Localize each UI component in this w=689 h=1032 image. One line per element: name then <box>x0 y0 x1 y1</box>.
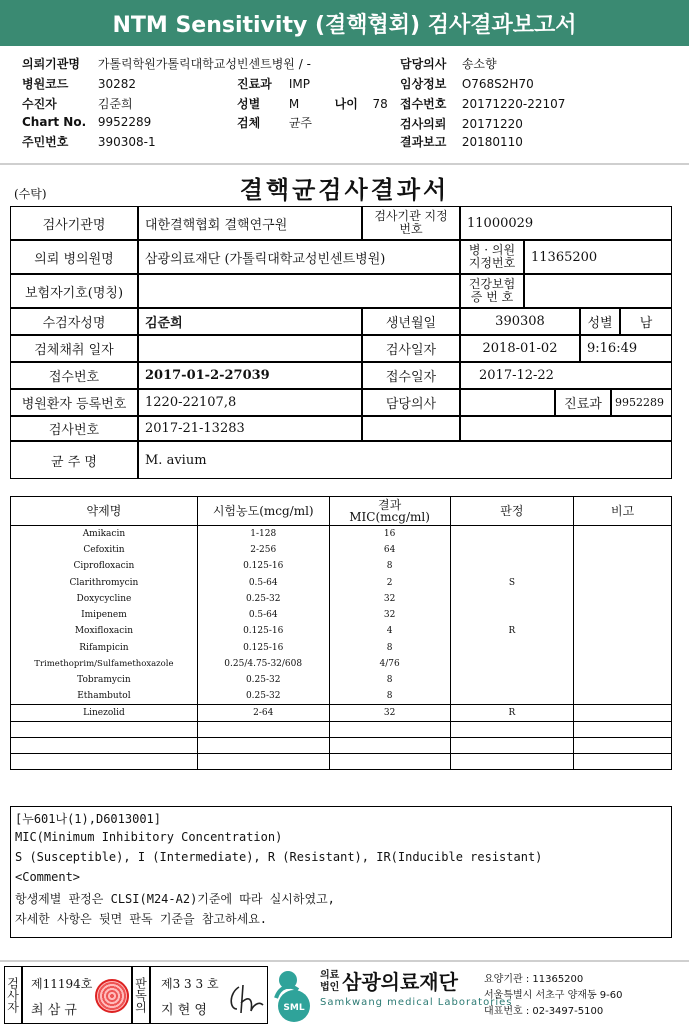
header-label: 성별 <box>237 97 261 111</box>
header-label: 의뢰기관명 <box>22 57 80 71</box>
table-row <box>11 591 672 607</box>
comment-line: S (Susceptible), I (Intermediate), R (Resistant), IR(Inducible resistant) <box>15 850 543 864</box>
dept-label: 진료과 <box>555 389 611 416</box>
table-cell: 0.25-32 <box>197 688 329 704</box>
report-tag: (수탁) <box>14 187 47 201</box>
tester-label: 검사자 <box>4 966 22 1024</box>
test-date-label: 검사일자 <box>362 335 460 362</box>
dept-value: 9952289 <box>611 389 672 416</box>
table-cell: 0.125-16 <box>197 558 329 574</box>
tester-license: 제11194호 <box>31 977 93 991</box>
header-value: 김준희 <box>97 97 133 111</box>
table-cell <box>450 542 574 558</box>
sex-value: 남 <box>620 308 672 335</box>
header-request <box>400 115 523 132</box>
table-cell: 32 <box>329 705 450 721</box>
header-label: 검체 <box>237 116 261 130</box>
name-label: 수검자성명 <box>10 308 138 335</box>
pt-reg-label: 병원환자 등록번호 <box>10 389 138 416</box>
sex-label: 성별 <box>580 308 620 335</box>
tester-name: 최 삼 규 <box>31 1003 77 1018</box>
comment-line: <Comment> <box>15 870 81 884</box>
table-cell: 0.5-64 <box>197 607 329 623</box>
table-cell <box>329 754 450 770</box>
table-cell <box>574 656 672 672</box>
header-value: 9952289 <box>97 115 152 129</box>
reviewer-label: 판독의 <box>132 966 150 1024</box>
table-cell: 0.125-16 <box>197 640 329 656</box>
header-value: 78 <box>372 97 388 111</box>
table-cell: 2-256 <box>197 542 329 558</box>
table-cell: Rifampicin <box>11 640 198 656</box>
table-cell <box>329 721 450 737</box>
comment-line: 자세한 사항은 뒷면 판독 기준을 참고하세요. <box>15 912 268 926</box>
table-row <box>11 640 672 656</box>
empty-cell <box>460 416 672 441</box>
header-value: 20180110 <box>461 135 523 149</box>
table-row <box>11 672 672 688</box>
comment-line: 항생제별 판정은 CLSI(M24-A2)기준에 따라 실시하였고, <box>15 892 335 906</box>
header-value: IMP <box>288 77 310 91</box>
logo-text: SML <box>283 1003 305 1013</box>
acc-value: 2017-01-2-27039 <box>138 362 362 389</box>
table-cell <box>11 737 198 753</box>
header-label: 주민번호 <box>22 135 69 149</box>
table-cell: Linezolid <box>11 705 198 721</box>
table-cell: 2-64 <box>197 705 329 721</box>
table-cell: 8 <box>329 558 450 574</box>
table-cell <box>574 737 672 753</box>
md-label: 담당의사 <box>362 389 460 416</box>
column-header: 약제명 <box>11 497 198 526</box>
md-value <box>460 389 555 416</box>
table-cell <box>197 737 329 753</box>
header-resident <box>22 133 156 150</box>
table-cell: 0.5-64 <box>197 574 329 590</box>
table-row <box>11 656 672 672</box>
hosp-no-label: 병 · 의원 지정번호 <box>460 240 524 274</box>
table-cell <box>450 672 574 688</box>
page-title: NTM Sensitivity (결핵협회) 검사결과보고서 <box>112 12 577 38</box>
table-cell <box>450 656 574 672</box>
table-row <box>11 705 672 721</box>
empty-table-row <box>11 721 672 737</box>
care-number: 요양기관 : 11365200 <box>484 974 584 985</box>
table-row <box>11 542 672 558</box>
table-row <box>11 623 672 639</box>
health-no-value <box>524 274 672 308</box>
table-cell <box>574 640 672 656</box>
column-header: 판정 <box>450 497 574 526</box>
divider <box>0 163 689 165</box>
table-cell <box>574 672 672 688</box>
req-hosp-value: 삼광의료재단 (가톨릭대학교성빈센트병원) <box>138 240 460 274</box>
sml-logo-icon <box>270 966 316 1024</box>
header-value: 가톨릭학원가톨릭대학교성빈센트병원 / - <box>97 57 311 71</box>
column-header: 시험농도(mcg/ml) <box>197 497 329 526</box>
table-cell: Cefoxitin <box>11 542 198 558</box>
table-cell: R <box>450 705 574 721</box>
table-cell: Imipenem <box>11 607 198 623</box>
table-cell <box>574 526 672 542</box>
seal-stamp-icon <box>95 979 129 1013</box>
lab-value: 대한결핵협회 결핵연구원 <box>138 206 362 240</box>
empty-table-row <box>11 737 672 753</box>
header-institution <box>22 55 311 72</box>
phone: 대표번호 : 02-3497-5100 <box>484 1006 604 1017</box>
header-dept <box>237 75 310 92</box>
req-hosp-label: 의뢰 병의원명 <box>10 240 138 274</box>
acc-label: 접수번호 <box>10 362 138 389</box>
table-cell <box>574 688 672 704</box>
collect-value <box>138 335 362 362</box>
table-cell <box>574 754 672 770</box>
table-cell: 0.25/4.75-32/608 <box>197 656 329 672</box>
table-cell: S <box>450 574 574 590</box>
table-cell: 2 <box>329 574 450 590</box>
header-value: 390308-1 <box>97 135 156 149</box>
table-cell <box>197 754 329 770</box>
header-receipt <box>400 95 565 112</box>
table-cell: Doxycycline <box>11 591 198 607</box>
reviewer-name: 지 현 영 <box>161 1003 207 1018</box>
pt-reg-value: 1220-22107,8 <box>138 389 362 416</box>
dob-label: 생년월일 <box>362 308 460 335</box>
column-header: 비고 <box>574 497 672 526</box>
comment-box <box>10 806 672 938</box>
lab-no-label: 검사기관 지정번호 <box>362 206 460 240</box>
address: 서울특별시 서초구 양재동 9-60 <box>484 990 623 1001</box>
table-cell <box>450 721 574 737</box>
table-cell <box>574 591 672 607</box>
table-cell <box>450 526 574 542</box>
org-english: Samkwang medical Laboratories <box>320 997 513 1008</box>
header-label: 임상정보 <box>400 77 447 91</box>
table-row <box>11 526 672 542</box>
table-cell <box>574 574 672 590</box>
table-cell <box>574 558 672 574</box>
table-cell: 1-128 <box>197 526 329 542</box>
table-cell: 8 <box>329 640 450 656</box>
drug-sensitivity-table <box>10 496 672 770</box>
table-cell <box>574 721 672 737</box>
reviewer-license: 제3 3 3 호 <box>161 977 219 991</box>
header-value: 30282 <box>97 77 137 91</box>
report-title: 결핵균검사결과서 <box>239 175 450 204</box>
table-cell: Trimethoprim/Sulfamethoxazole <box>11 656 198 672</box>
table-row <box>11 574 672 590</box>
signature-icon <box>225 981 265 1017</box>
table-cell <box>574 607 672 623</box>
table-cell: R <box>450 623 574 639</box>
header-hospital-code <box>22 75 136 92</box>
name-value: 김준희 <box>138 308 362 335</box>
reviewer-block <box>150 966 268 1024</box>
org-prefix: 의료법인 <box>320 970 340 993</box>
header-value: 20171220 <box>461 117 523 131</box>
table-cell <box>450 558 574 574</box>
table-cell <box>574 705 672 721</box>
column-header: 결과 MIC(mcg/ml) <box>329 497 450 526</box>
acc-date-value: 2017-12-22 <box>460 362 672 389</box>
comment-line: MIC(Minimum Inhibitory Concentration) <box>15 830 283 844</box>
header-value: O768S2H70 <box>461 77 534 91</box>
strain-value: M. avium <box>138 441 672 479</box>
table-cell <box>197 721 329 737</box>
test-time-value: 9:16:49 <box>580 335 672 362</box>
test-date-value: 2018-01-02 <box>460 335 580 362</box>
table-header-row <box>11 497 672 526</box>
strain-label: 균 주 명 <box>10 441 138 479</box>
report-header-bar <box>0 0 689 46</box>
table-cell <box>450 754 574 770</box>
acc-date-label: 접수일자 <box>362 362 460 389</box>
collect-label: 검체채취 일자 <box>10 335 138 362</box>
header-label: 결과보고 <box>400 135 447 149</box>
org-name: 삼광의료재단 <box>342 970 458 994</box>
tester-block <box>22 966 132 1024</box>
table-cell: 64 <box>329 542 450 558</box>
header-value: 균주 <box>288 116 313 130</box>
hosp-no-value: 11365200 <box>524 240 672 274</box>
header-clinical <box>400 75 534 92</box>
table-cell: Ethambutol <box>11 688 198 704</box>
insurer-value <box>138 274 460 308</box>
table-cell <box>11 721 198 737</box>
lab-label: 검사기관명 <box>10 206 138 240</box>
table-cell: 0.25-32 <box>197 672 329 688</box>
test-no-value: 2017-21-13283 <box>138 416 362 441</box>
table-cell <box>450 591 574 607</box>
header-doctor <box>400 55 497 72</box>
dob-value: 390308 <box>460 308 580 335</box>
table-cell <box>450 607 574 623</box>
comment-line: [누601나(1),D6013001] <box>15 812 162 826</box>
header-patient <box>22 95 133 112</box>
empty-table-row <box>11 754 672 770</box>
test-no-label: 검사번호 <box>10 416 138 441</box>
table-cell: 16 <box>329 526 450 542</box>
health-no-label: 건강보험 증 번 호 <box>460 274 524 308</box>
table-cell <box>450 640 574 656</box>
table-cell <box>574 542 672 558</box>
table-cell: Amikacin <box>11 526 198 542</box>
header-label: 접수번호 <box>400 97 447 111</box>
table-cell: 4 <box>329 623 450 639</box>
table-cell: 0.125-16 <box>197 623 329 639</box>
table-cell <box>11 754 198 770</box>
table-cell <box>574 623 672 639</box>
table-cell: Moxifloxacin <box>11 623 198 639</box>
header-value: M <box>288 97 300 111</box>
header-label: 담당의사 <box>400 57 447 71</box>
header-label: 병원코드 <box>22 77 69 91</box>
header-value: 20171220-22107 <box>461 97 566 111</box>
header-sex <box>237 95 388 112</box>
header-chart <box>22 115 151 129</box>
table-cell <box>450 688 574 704</box>
header-label: 검사의뢰 <box>400 117 447 131</box>
table-cell: 4/76 <box>329 656 450 672</box>
table-cell: 0.25-32 <box>197 591 329 607</box>
header-report-date <box>400 133 523 150</box>
header-label: 나이 <box>334 97 358 111</box>
divider <box>0 960 689 962</box>
table-row <box>11 558 672 574</box>
table-cell <box>329 737 450 753</box>
table-cell: 32 <box>329 591 450 607</box>
header-label: 수진자 <box>22 97 57 111</box>
table-cell: Ciprofloxacin <box>11 558 198 574</box>
table-cell <box>450 737 574 753</box>
empty-cell <box>362 416 460 441</box>
header-label: 진료과 <box>237 77 272 91</box>
insurer-label: 보험자기호(명칭) <box>10 274 138 308</box>
table-cell: Clarithromycin <box>11 574 198 590</box>
lab-no-value: 11000029 <box>460 206 672 240</box>
header-specimen <box>237 114 312 131</box>
table-row <box>11 607 672 623</box>
table-cell: 8 <box>329 672 450 688</box>
table-cell: 8 <box>329 688 450 704</box>
table-cell: Tobramycin <box>11 672 198 688</box>
table-row <box>11 688 672 704</box>
table-cell: 32 <box>329 607 450 623</box>
header-value: 송소향 <box>461 57 497 71</box>
header-label: Chart No. <box>22 115 87 129</box>
